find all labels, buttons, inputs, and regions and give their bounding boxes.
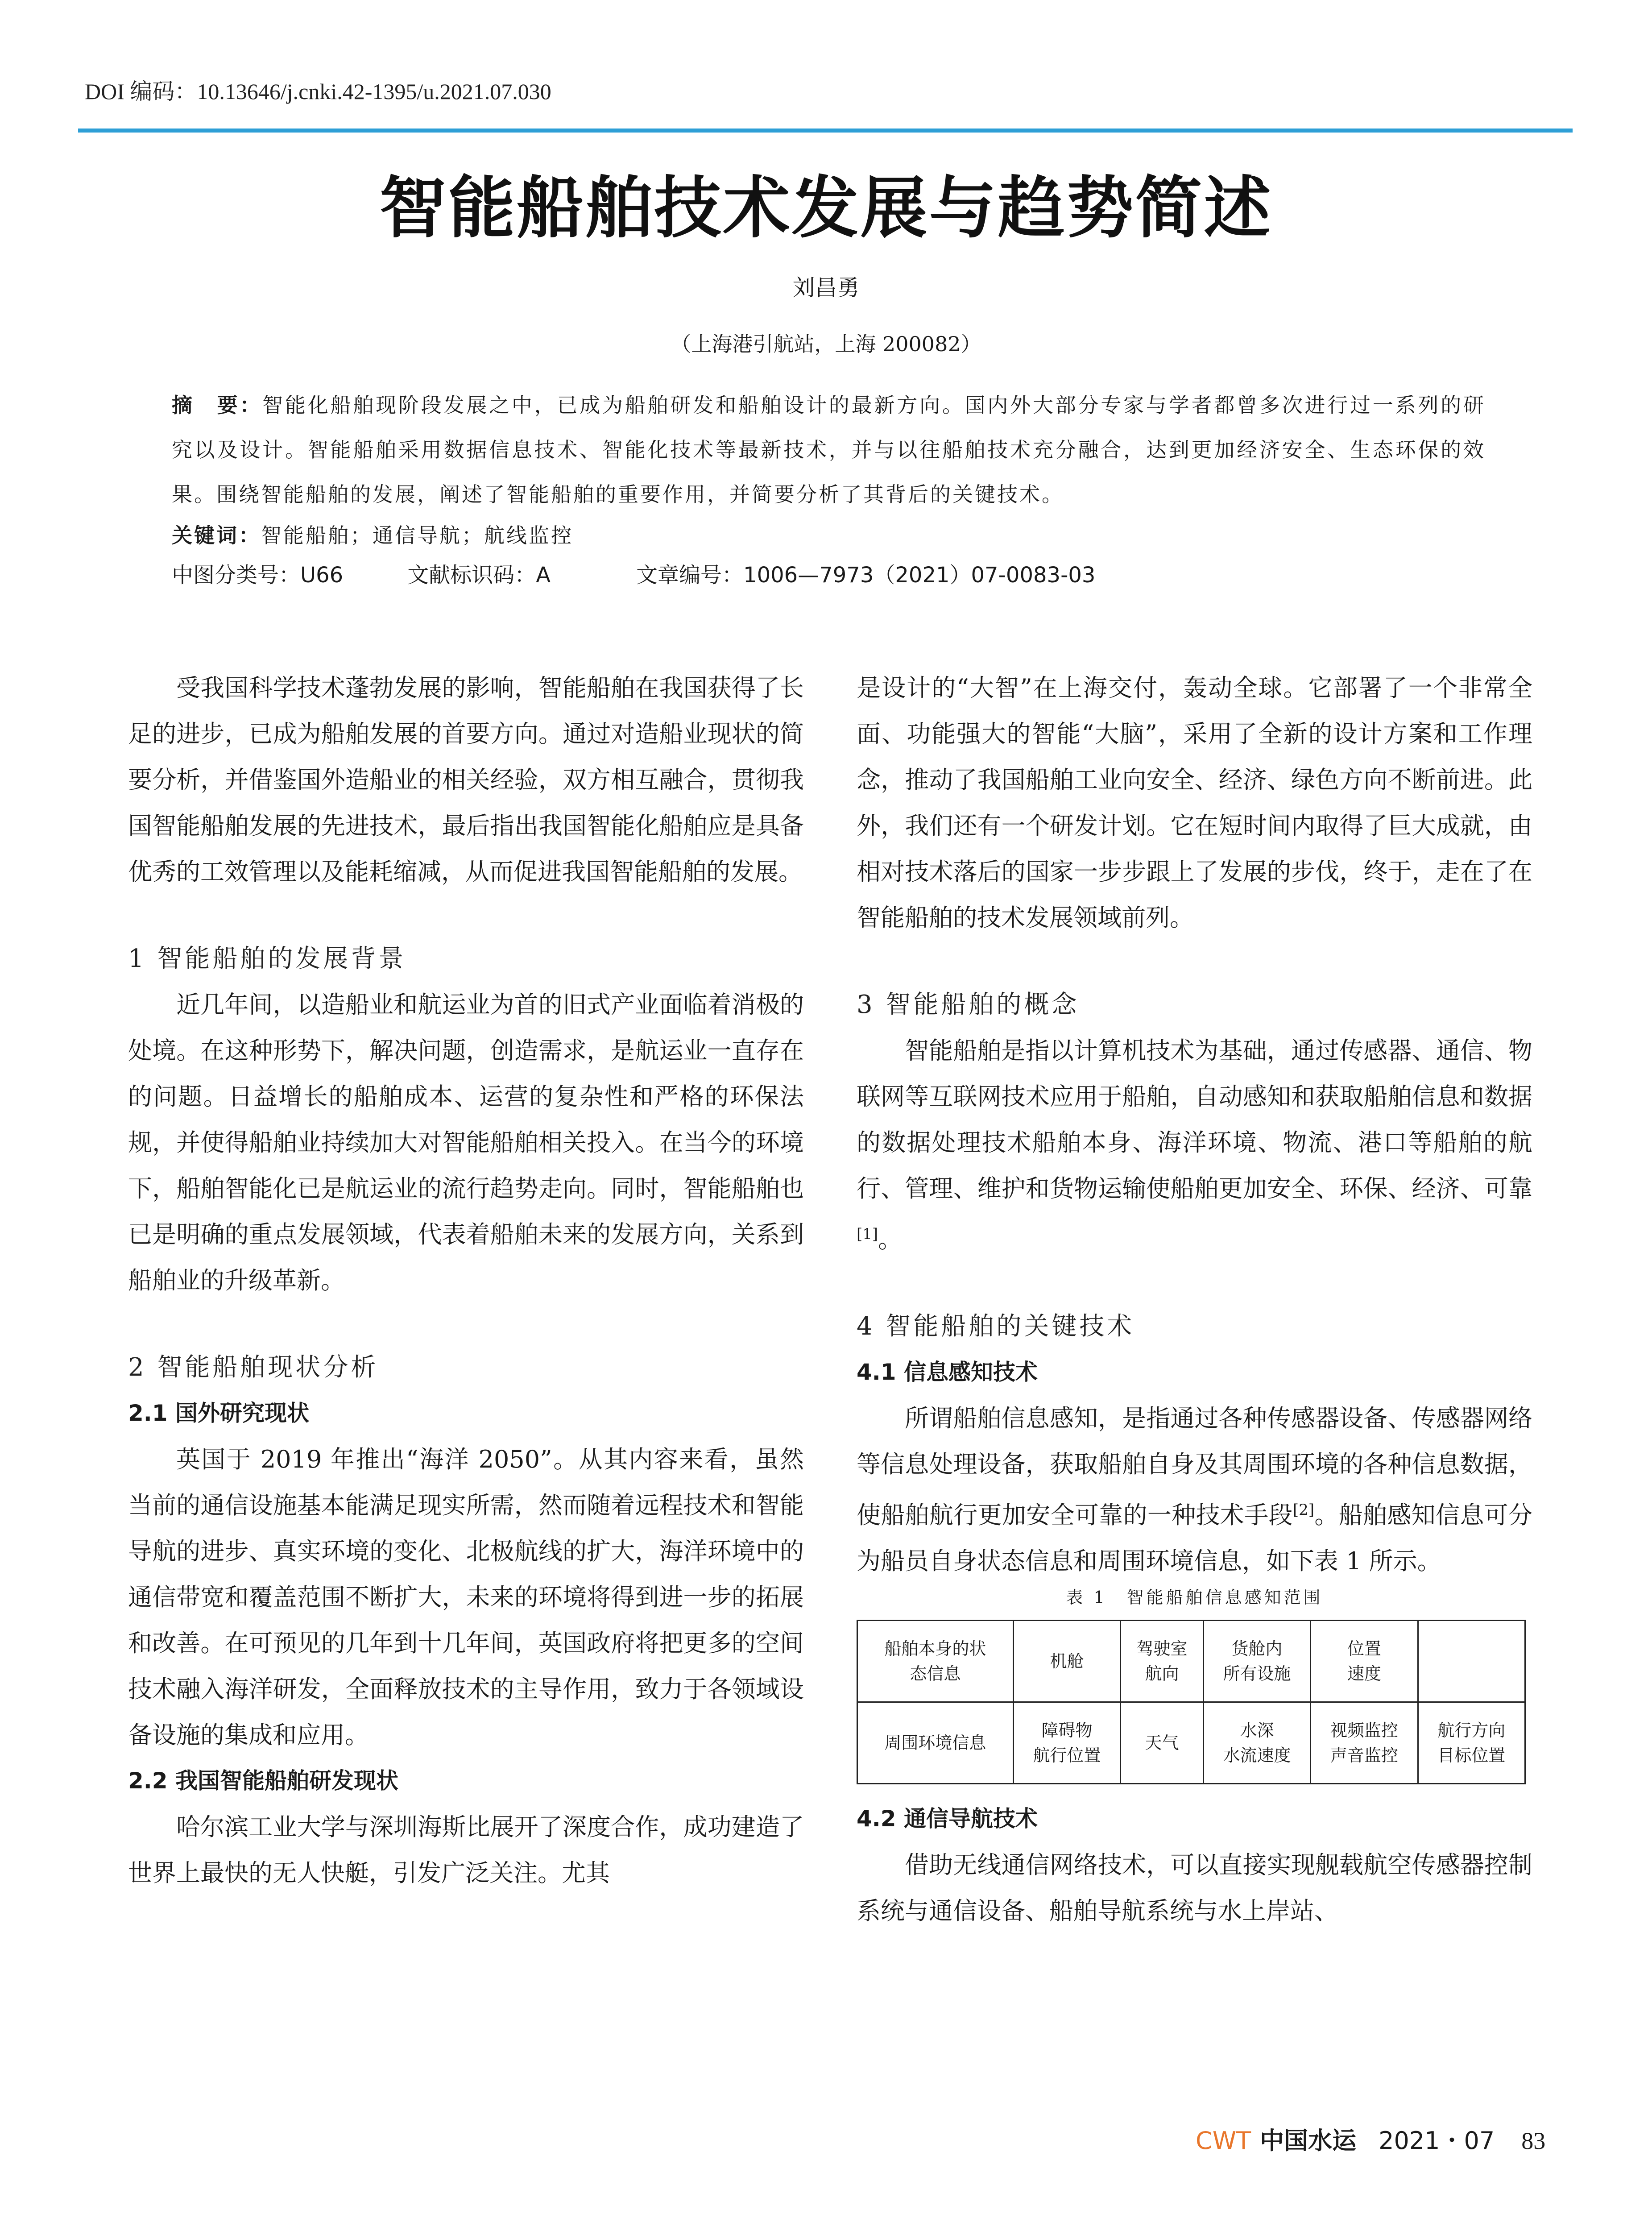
intro-paragraph: 受我国科学技术蓬勃发展的影响，智能船舶在我国获得了长足的进步，已成为船舶发展的首要方向。通过对造船业现状的简要分析，并借鉴国外造船业的相关经验，双方相互融合，贯彻我国智能船舶发展的先进技术，最后指出我国智能化船舶应是具备优秀的工效管理以及能耗缩减，从而促进我国智能船舶的发展。 [128,674,804,886]
subsection-heading-2-1: 2.1 国外研究现状 [128,1400,309,1426]
article-title: 智能船舶技术发展与趋势简述 [379,169,1273,247]
table-cell: 航行方向 目标位置 [1418,1702,1525,1784]
left-column [128,665,804,1896]
section-4-1-text-b: 。船舶感知信息可分为船员自身状态信息和周围环境信息，如下表 1 所示。 [857,1501,1533,1575]
abstract-text: 智能化船舶现阶段发展之中，已成为船舶研发和船舶设计的最新方向。国内外大部分专家与学者都曾多次进行过一系列的研究以及设计。智能船舶采用数据信息技术、智能化技术等最新技术，并与以往船舶技术充分融合，达到更加经济安全、生态环保的效果。围绕智能船舶的发展，阐述了智能船舶的重要作用，并简要分析了其背后的关键技术。 [172,393,1486,506]
issue-number: 2021・07 [1379,2127,1495,2155]
section-2-2-paragraph: 哈尔滨工业大学与深圳海斯比展开了深度合作，成功建造了世界上最快的无人快艇，引发广泛关注。尤其 [128,1813,804,1887]
table-cell: 驾驶室 航向 [1121,1621,1204,1702]
table-cell: 位置 速度 [1311,1621,1418,1702]
section-3-paragraph [857,1028,1532,1262]
abstract [172,383,1486,517]
section-heading-4: 4 智能船舶的关键技术 [857,1312,1135,1341]
table-caption: 表 1 智能船舶信息感知范围 [1066,1588,1323,1607]
header-rule [78,129,1573,133]
section-heading-2: 2 智能船舶现状分析 [128,1353,379,1382]
table-cell [1418,1621,1525,1702]
table-cell: 货舱内 所有设施 [1203,1621,1310,1702]
table-row [857,1621,1525,1702]
right-column [857,665,1532,1934]
section-4-1-paragraph [857,1395,1532,1584]
section-3-end: 。 [878,1225,903,1253]
section-heading-3: 3 智能船舶的概念 [857,990,1080,1019]
brand-logo: CWT [1196,2127,1251,2155]
table-cell: 视频监控 声音监控 [1311,1702,1418,1784]
section-1-paragraph: 近几年间，以造船业和航运业为首的旧式产业面临着消极的处境。在这种形势下，解决问题，创造需求，是航运业一直存在的问题。日益增长的船舶成本、运营的复杂性和严格的环保法规，并使得船舶业持续加大对智能船舶相关投入。在当今的环境下，船舶智能化已是航运业的流行趋势走向。同时，智能船舶也已是明确的重点发展领域，代表着船舶未来的发展方向，关系到船舶业的升级革新。 [128,991,804,1294]
subsection-heading-2-2: 2.2 我国智能船舶研发现状 [128,1768,398,1794]
table-cell: 周围环境信息 [857,1702,1014,1784]
subsection-heading-4-2: 4.2 通信导航技术 [857,1806,1038,1832]
magazine-name: 中国水运 [1260,2126,1357,2155]
keywords-text: 智能船舶；通信导航；航线监控 [261,523,573,547]
table-cell: 天气 [1121,1702,1204,1784]
section-2-1-paragraph: 英国于 2019 年推出“海洋 2050”。从其内容来看，虽然当前的通信设施基本能满足现实所需，然而随着远程技术和智能导航的进步、真实环境的变化、北极航线的扩大，海洋环境中的通信带宽和覆盖范围不断扩大，未来的环境将得到进一步的拓展和改善。在可预见的几年到十几年间，英国政府将把更多的空间技术融入海洋研发，全面释放技术的主导作用，致力于各领域设备设施的集成和应用。 [128,1445,804,1749]
table-cell: 船舶本身的状 态信息 [857,1621,1014,1702]
subsection-heading-4-1: 4.1 信息感知技术 [857,1359,1038,1385]
citation-2[interactable]: [2] [1292,1501,1315,1519]
keywords [172,513,573,558]
page-number: 83 [1521,2127,1546,2154]
author: 刘昌勇 [792,275,860,301]
affiliation: （上海港引航站，上海 200082） [671,332,981,356]
table-cell: 机舱 [1013,1621,1120,1702]
abstract-label: 摘 要： [172,393,263,417]
table-cell: 障碍物 航行位置 [1013,1702,1120,1784]
page-footer [1196,2122,1545,2156]
continued-paragraph: 是设计的“大智”在上海交付，轰动全球。它部署了一个非常全面、功能强大的智能“大脑”，采用了全新的设计方案和工作理念，推动了我国船舶工业向安全、经济、绿色方向不断前进。此外，我们还有一个研发计划。它在短时间内取得了巨大成就，由相对技术落后的国家一步步跟上了发展的步伐，终于，走在了在智能船舶的技术发展领域前列。 [857,674,1532,932]
section-heading-1: 1 智能船舶的发展背景 [128,944,406,973]
section-4-2-paragraph: 借助无线通信网络技术，可以直接实现舰载航空传感器控制系统与通信设备、船舶导航系统与水上岸站、 [857,1851,1532,1925]
info-perception-table [857,1620,1526,1784]
keywords-label: 关键词： [172,523,261,547]
table-row [857,1702,1525,1784]
classification-line: 中图分类号：U66 文献标识码：A 文章编号：1006—7973（2021）07-0083-03 [172,563,1096,588]
doi-line: DOI 编码：10.13646/j.cnki.42-1395/u.2021.07.030 [85,79,551,104]
section-3-text: 智能船舶是指以计算机技术为基础，通过传感器、通信、物联网等互联网技术应用于船舶，自动感知和获取船舶信息和数据的数据处理技术船舶本身、海洋环境、物流、港口等船舶的航行、管理、维护和货物运输使船舶更加安全、环保、经济、可靠 [857,1037,1532,1203]
citation-1[interactable]: [1] [857,1225,878,1243]
section-4-1-text-a: 所谓船舶信息感知，是指通过各种传感器设备、传感器网络等信息处理设备，获取船舶自身及其周围环境的各种信息数据，使船舶航行更加安全可靠的一种技术手段 [857,1404,1532,1529]
table-cell: 水深 水流速度 [1203,1702,1310,1784]
